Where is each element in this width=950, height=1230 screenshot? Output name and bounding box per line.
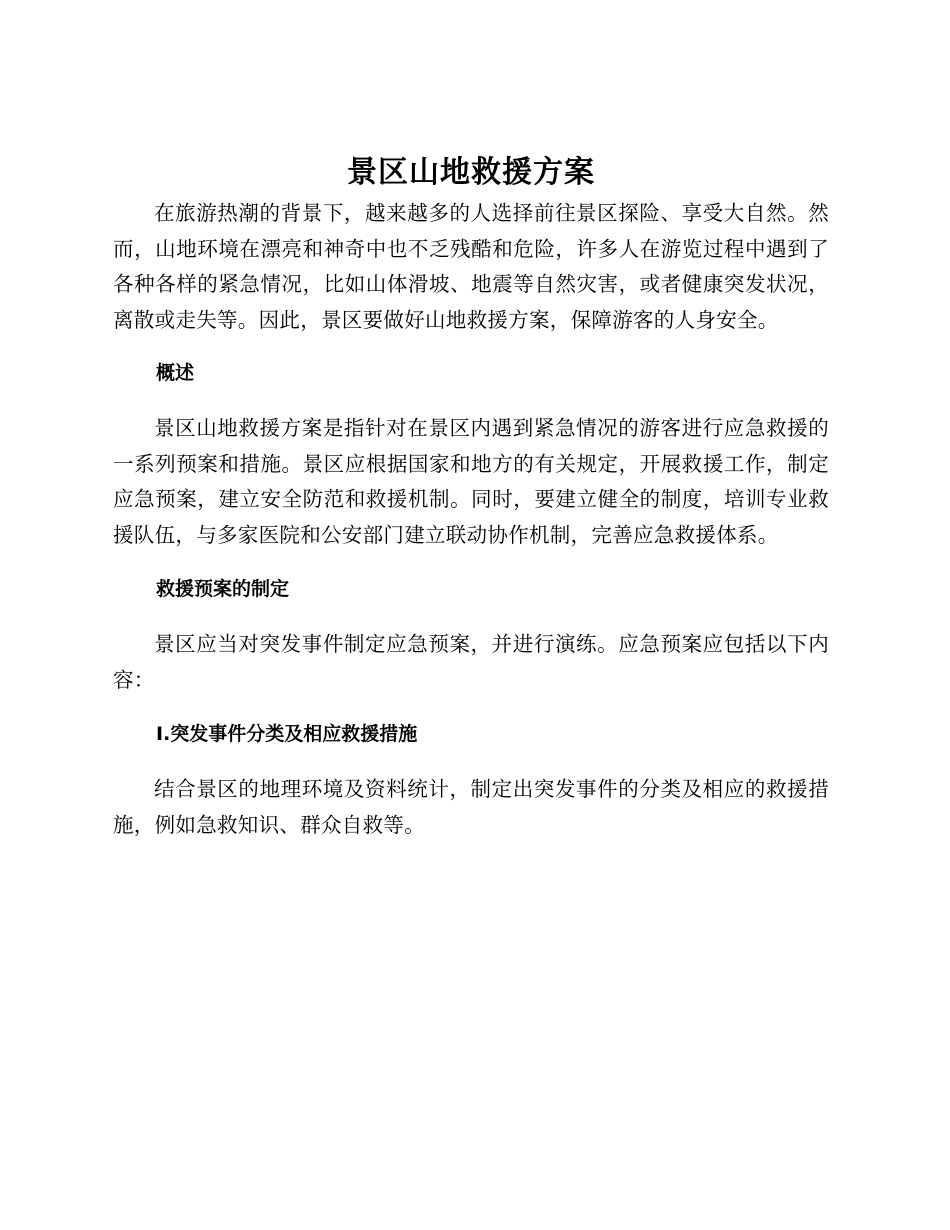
section-body-plan: 景区应当对突发事件制定应急预案，并进行演练。应急预案应包括以下内容： bbox=[113, 632, 829, 692]
intro-paragraph: 在旅游热潮的背景下，越来越多的人选择前往景区探险、享受大自然。然而，山地环境在漂亮和神奇中也不乏残酷和危险，许多人在游览过程中遇到了各种各样的紧急情况，比如山体滑坡、地震等自然灾害，或者健康突发状况，离散或走失等。因此，景区要做好山地救援方案，保障游客的人身安全。 bbox=[113, 201, 829, 332]
document-title: 景区山地救援方案 bbox=[347, 155, 595, 190]
section-heading-classification: I.突发事件分类及相应救援措施 bbox=[156, 723, 418, 745]
section-heading-overview: 概述 bbox=[156, 362, 195, 384]
section-body-overview: 景区山地救援方案是指针对在景区内遇到紧急情况的游客进行应急救援的一系列预案和措施。景区应根据国家和地方的有关规定，开展救援工作，制定应急预案，建立安全防范和救援机制。同时，要建立健全的制度，培训专业救援队伍，与多家医院和公安部门建立联动协作机制，完善应急救援体系。 bbox=[113, 416, 829, 547]
section-body-classification: 结合景区的地理环境及资料统计，制定出突发事件的分类及相应的救援措施，例如急救知识、群众自救等。 bbox=[113, 777, 829, 837]
section-heading-plan: 救援预案的制定 bbox=[156, 578, 290, 600]
document-body bbox=[113, 150, 829, 843]
